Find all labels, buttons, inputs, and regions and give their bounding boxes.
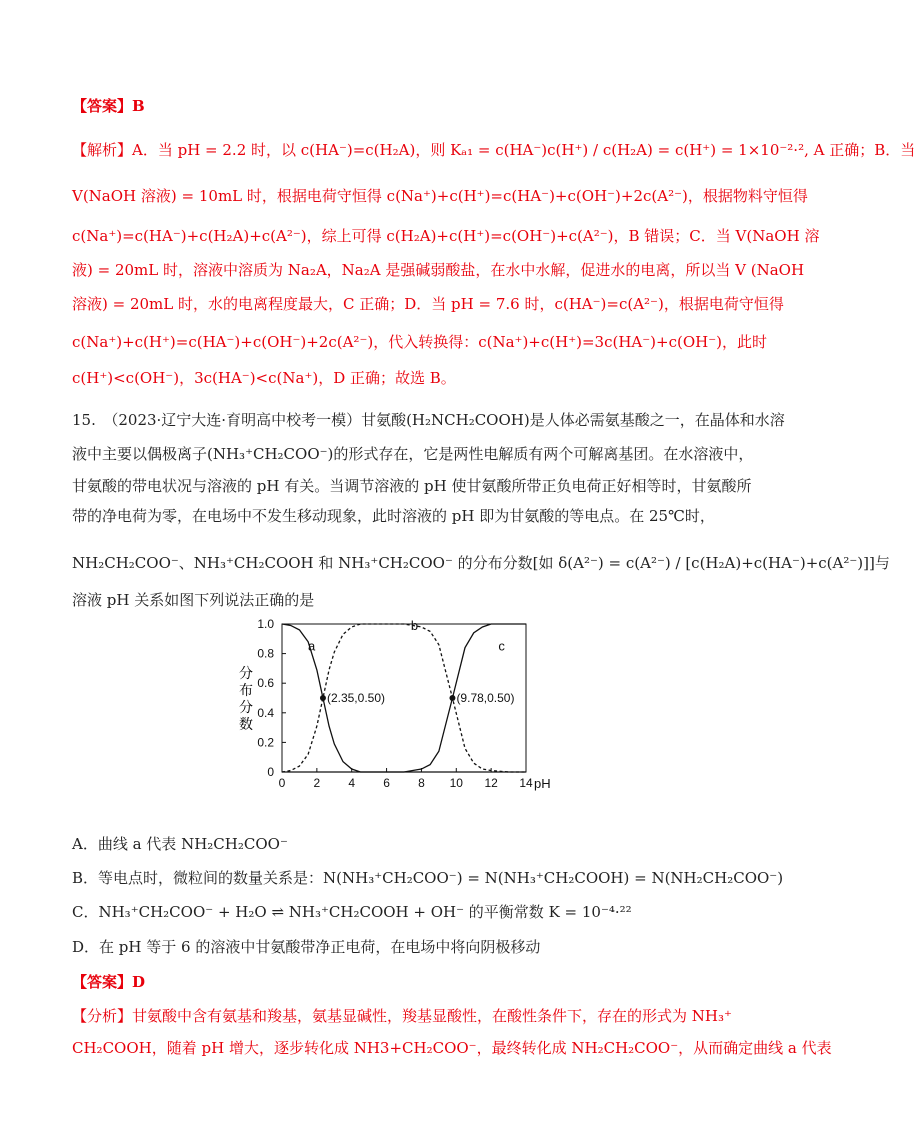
x-tick-label: 0 — [278, 776, 286, 790]
option-b: B．等电点时，微粒间的数量关系是：N(NH₃⁺CH₂COO⁻) = N(NH₃⁺CH₂COOH) = N(NH₂CH₂COO⁻) — [72, 869, 784, 887]
series-a-label: a — [308, 638, 316, 654]
analysis-2-line-2: CH₂COOH，随着 pH 增大，逐步转化成 NH3+CH₂COO⁻，最终转化成 NH₂CH₂COO⁻，从而确定曲线 a 代表 — [72, 1039, 832, 1057]
answer-1: 【答案】B — [72, 97, 145, 115]
question-15-line-4: 带的净电荷为零，在电场中不发生移动现象，此时溶液的 pH 即为甘氨酸的等电点。在 25℃时， — [72, 507, 715, 525]
y-tick-label: 1.0 — [257, 617, 274, 631]
x-tick-label: 10 — [449, 776, 463, 790]
series-c-label: c — [498, 638, 505, 654]
x-tick-label: 6 — [383, 776, 390, 790]
option-a: A．曲线 a 代表 NH₂CH₂COO⁻ — [72, 835, 288, 853]
x-tick-label: 2 — [313, 776, 321, 790]
question-15-line-3: 甘氨酸的带电状况与溶液的 pH 有关。当调节溶液的 pH 使甘氨酸所带正负电荷正好相等时，甘氨酸所 — [72, 477, 752, 495]
analysis-1-line-2: V(NaOH 溶液) = 10mL 时，根据电荷守恒得 c(Na⁺)+c(H⁺)=c(HA⁻)+c(OH⁻)+2c(A²⁻)，根据物料守恒得 — [72, 187, 808, 205]
x-tick-label: 12 — [484, 776, 498, 790]
x-tick-label: 14 — [519, 776, 533, 790]
y-tick-label: 0.4 — [257, 705, 274, 720]
analysis-1-line-5: 溶液) = 20mL 时，水的电离程度最大，C 正确；D．当 pH = 7.6 时，c(HA⁻)=c(A²⁻)，根据电荷守恒得 — [72, 295, 784, 313]
option-c: C．NH₃⁺CH₂COO⁻ + H₂O ⇌ NH₃⁺CH₂COOH + OH⁻ 的平衡常数 K = 10⁻⁴·²² — [72, 903, 632, 921]
distribution-chart — [224, 612, 564, 798]
annotation-point — [320, 695, 326, 701]
question-15-line-5: NH₂CH₂COO⁻、NH₃⁺CH₂COOH 和 NH₃⁺CH₂COO⁻ 的分布分数[如 δ(A²⁻) = c(A²⁻) / [c(H₂A)+c(HA⁻)+c(A²⁻)]]与 — [72, 554, 890, 572]
series-b-label: b — [410, 617, 419, 633]
y-tick-label: 0.2 — [257, 735, 274, 750]
analysis-1-line-1: 【解析】A．当 pH = 2.2 时，以 c(HA⁻)=c(H₂A)，则 Kₐ₁ = c(HA⁻)c(H⁺) / c(H₂A) = c(H⁺) = 1×10⁻²·², A 正确；B．当 — [72, 141, 915, 159]
y-tick-label: 0.6 — [257, 676, 274, 691]
x-tick-label: 4 — [348, 776, 356, 790]
y-axis-label: 分布分数 — [239, 665, 253, 732]
annotation-point — [449, 695, 455, 701]
analysis-1-line-7: c(H⁺)<c(OH⁻)，3c(HA⁻)<c(Na⁺)，D 正确；故选 B。 — [72, 369, 456, 387]
annotation-label: (2.35,0.50) — [326, 691, 386, 705]
option-d: D．在 pH 等于 6 的溶液中甘氨酸带净正电荷，在电场中将向阴极移动 — [72, 938, 541, 956]
question-15-line-1: 15. （2023·辽宁大连·育明高中校考一模）甘氨酸(H₂NCH₂COOH)是人体必需氨基酸之一，在晶体和水溶 — [72, 411, 785, 429]
y-tick-label: 0.8 — [257, 646, 274, 661]
y-tick-label: 0 — [267, 765, 274, 779]
annotation-label: (9.78,0.50) — [456, 691, 515, 705]
analysis-1-line-3: c(Na⁺)=c(HA⁻)+c(H₂A)+c(A²⁻)，综上可得 c(H₂A)+c(H⁺)=c(OH⁻)+c(A²⁻)，B 错误；C．当 V(NaOH 溶 — [72, 227, 820, 245]
analysis-1-line-6: c(Na⁺)+c(H⁺)=c(HA⁻)+c(OH⁻)+2c(A²⁻)，代入转换得：c(Na⁺)+c(H⁺)=3c(HA⁻)+c(OH⁻)，此时 — [72, 333, 767, 351]
answer-2: 【答案】D — [72, 973, 146, 991]
analysis-2-line-1: 【分析】甘氨酸中含有氨基和羧基，氨基显碱性，羧基显酸性，在酸性条件下，存在的形式为 NH₃⁺ — [72, 1007, 732, 1025]
question-15-line-6: 溶液 pH 关系如图下列说法正确的是 — [72, 591, 315, 609]
analysis-1-line-4: 液) = 20mL 时，溶液中溶质为 Na₂A，Na₂A 是强碱弱酸盐，在水中水解，促进水的电离，所以当 V (NaOH — [72, 261, 805, 279]
x-tick-label: 8 — [418, 776, 425, 790]
question-15-line-2: 液中主要以偶极离子(NH₃⁺CH₂COO⁻)的形式存在，它是两性电解质有两个可解离基团。在水溶液中， — [72, 445, 754, 463]
x-axis-label: pH — [534, 776, 551, 791]
